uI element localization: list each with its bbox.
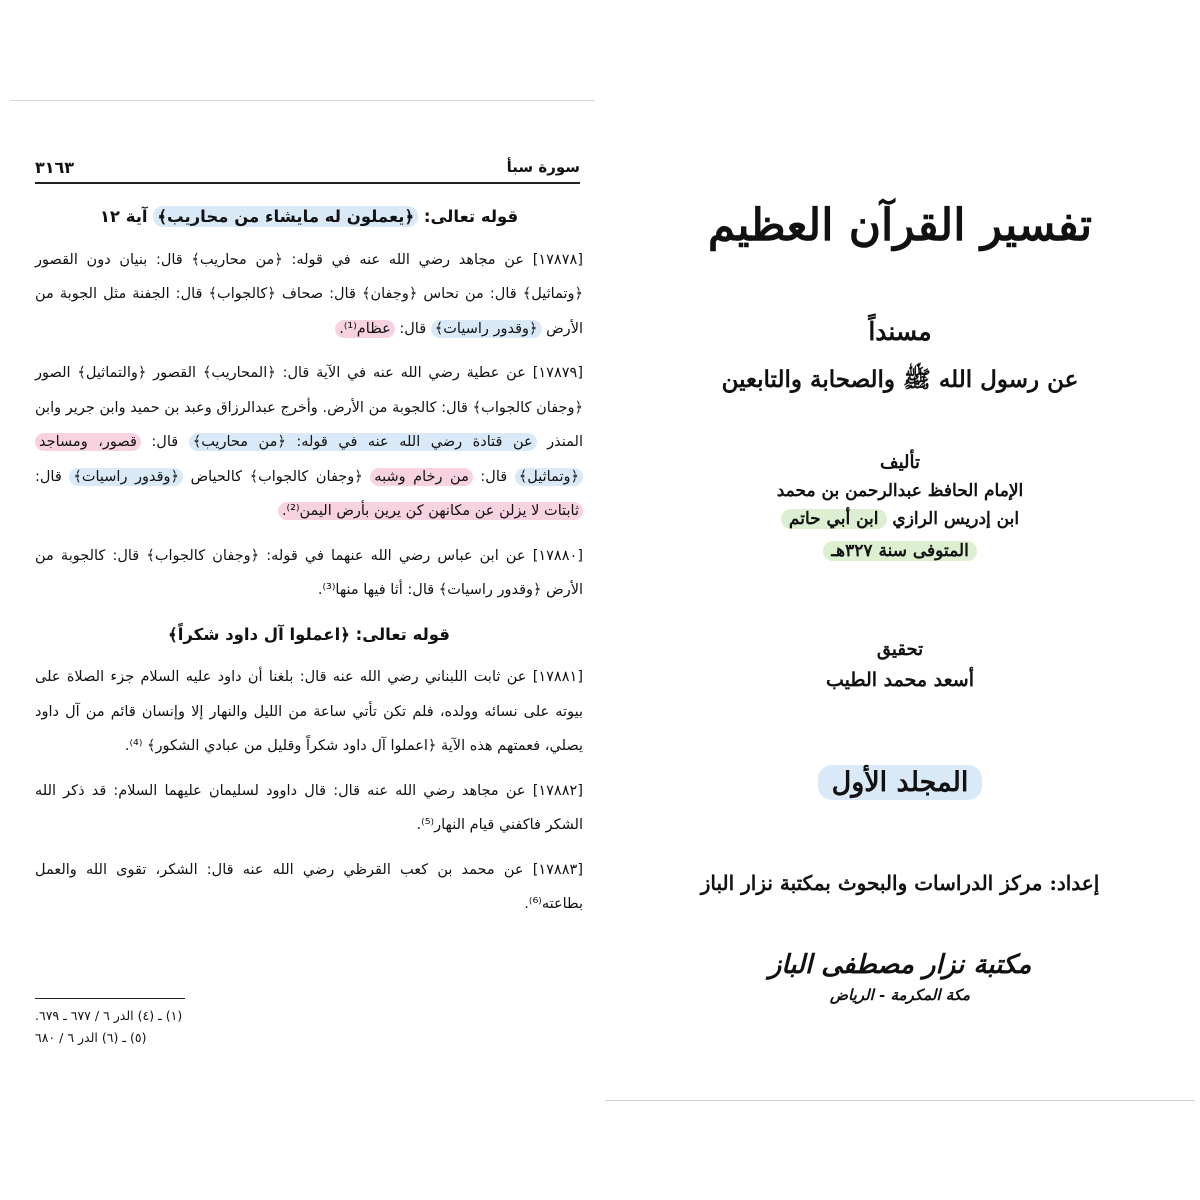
prepared-by: إعداد: مركز الدراسات والبحوث بمكتبة نزار الباز xyxy=(700,871,1100,895)
highlight-blue: ﴿وقدور راسيات﴾ xyxy=(69,468,183,486)
book-title: تفسير القرآن العظيم xyxy=(707,200,1093,251)
verse-heading xyxy=(35,618,583,653)
narration-paragraph xyxy=(35,356,583,529)
text-segment: عن مجاهد رضي الله عنه في قوله: ﴿من محاريب﴾ قال: بنيان دون القصور ﴿وتماثيل﴾ قال: من نحاس ﴿وجفان﴾ قال: صحاف ﴿كالجواب﴾ قال: الجفنة مثل الجوبة من الأرض xyxy=(35,251,583,337)
publisher-block xyxy=(605,950,1195,1010)
footnotes xyxy=(35,1005,583,1049)
text-segment: قال: xyxy=(472,468,515,485)
highlight-pink: قصور، ومساجد xyxy=(35,433,141,451)
text-segment: قوله تعالى: ﴿اعملوا آل داود شكراً﴾ xyxy=(168,624,450,644)
authorship-block xyxy=(605,449,1195,565)
surah-title: سورة سبأ xyxy=(506,158,580,176)
publisher-place: مكة المكرمة - الرياض xyxy=(829,986,971,1004)
footnote-line: (١) ـ (٤) الدر ٦ / ٦٧٧ ـ ٦٧٩. xyxy=(35,1008,183,1023)
author-name-highlight: ابن أبي حاتم xyxy=(781,509,887,529)
highlight-pink: ثابتات لا يزلن عن مكانهن كن يرين بأرض اليمن⁽²⁾. xyxy=(278,502,583,520)
verse-heading xyxy=(35,200,583,235)
highlight-blue: ﴿يعملون له مايشاء من محاريب﴾ xyxy=(153,206,418,227)
text-segment: ﴿وجفان كالجواب﴾ كالحياض xyxy=(183,468,371,485)
text-segment: قال: xyxy=(394,320,431,337)
musnad-subtitle: مسنداً xyxy=(868,317,932,346)
highlight-pink: من رخام وشبه xyxy=(370,468,473,486)
left-page-scan xyxy=(10,100,595,1100)
text-segment: عن ثابت اللبناني رضي الله عنه قال: بلغنا أن داود عليه السلام جزء الصلاة على بيوته على نسائه وولده، فلم تكن تأتي ساعة من الليل والنهار إلا وإنسان قائم من آل داود يصلي، فعمتهم هذه الآية ﴿اعملوا آل داود شكراً وقليل من عبادي الشكور﴾ ⁽⁴⁾. xyxy=(35,669,583,754)
editor-name: أسعد محمد الطيب xyxy=(825,669,974,691)
text-segment: [١٧٨٨٣] xyxy=(523,861,583,878)
volume-block xyxy=(605,767,1195,798)
highlight-blue: ﴿وتماثيل﴾ xyxy=(515,468,583,486)
footnote-line: (٥) ـ (٦) الدر ٦ / ٦٨٠ xyxy=(35,1030,147,1045)
right-page-title xyxy=(605,95,1195,1101)
text-segment: عن ابن عباس رضي الله عنهما في قوله: ﴿وجفان كالجواب﴾ قال: كالجوبة من الأرض ﴿وقدور راسيات﴾ قال: أثا فيها منها⁽³⁾. xyxy=(35,547,583,598)
text-segment: [١٧٨٧٨] xyxy=(523,251,583,268)
death-note-row xyxy=(605,537,1195,565)
narration-paragraph xyxy=(35,539,583,608)
narration-paragraph xyxy=(35,660,583,764)
death-note: المتوفى سنة ٣٢٧هـ xyxy=(823,541,977,561)
highlight-blue: عن قتادة رضي الله عنه في قوله: ﴿من محاريب﴾ xyxy=(189,433,537,451)
text-segment: عن عطية رضي الله عنه في الآية قال: ﴿المحاريب﴾ القصور ﴿والتماثيل﴾ الصور ﴿وجفان كالجواب﴾ قال: كالجوبة من الأرض. وأخرج عبدالرزاق وعبد بن حميد وابن جرير وابن المنذر xyxy=(35,365,583,450)
author-line-2-prefix: ابن إدريس الرازي xyxy=(886,509,1020,529)
text-segment: [١٧٨٨٢] xyxy=(525,782,583,799)
tahqiq-label: تحقيق xyxy=(876,639,924,660)
highlight-pink: عظام⁽¹⁾. xyxy=(335,320,395,338)
publisher-name: مكتبة نزار مصطفى الباز xyxy=(768,950,1032,980)
text-segment: قال: xyxy=(140,434,189,450)
tafsir-body xyxy=(35,200,583,932)
text-segment: قوله تعالى: xyxy=(418,207,519,226)
page-number: ٣١٦٣ xyxy=(35,158,75,177)
text-segment: عن مجاهد رضي الله عنه قال: قال داوود لسليمان عليهما السلام: قد ذكر الله الشكر فاكفني قيام النهار⁽⁵⁾. xyxy=(35,782,583,833)
subtitle-line: عن رسول الله ﷺ والصحابة والتابعين xyxy=(721,366,1079,393)
volume-label: المجلد الأول xyxy=(818,765,983,800)
text-segment: [١٧٨٧٩] xyxy=(525,365,583,381)
text-segment: [١٧٨٨١] xyxy=(526,669,583,685)
narration-paragraph xyxy=(35,243,583,347)
tahqiq-block xyxy=(605,635,1195,695)
author-line-2 xyxy=(605,505,1195,533)
text-segment: قال: xyxy=(35,468,70,485)
narration-paragraph xyxy=(35,853,583,922)
narration-paragraph xyxy=(35,774,583,843)
text-segment: عن محمد بن كعب القرظي رضي الله عنه قال: الشكر، تقوى الله والعمل بطاعته⁽⁶⁾. xyxy=(35,861,583,912)
authorship-label: تأليف xyxy=(879,452,921,473)
text-segment: [١٧٨٨٠] xyxy=(525,547,583,564)
page-edge-rule xyxy=(10,100,595,101)
running-head xyxy=(35,156,580,184)
author-line-1: الإمام الحافظ عبدالرحمن بن محمد xyxy=(776,481,1024,501)
footnote-rule xyxy=(35,998,185,999)
text-segment: آية ١٢ xyxy=(99,207,154,226)
highlight-blue: ﴿وقدور راسيات﴾ xyxy=(431,320,542,338)
